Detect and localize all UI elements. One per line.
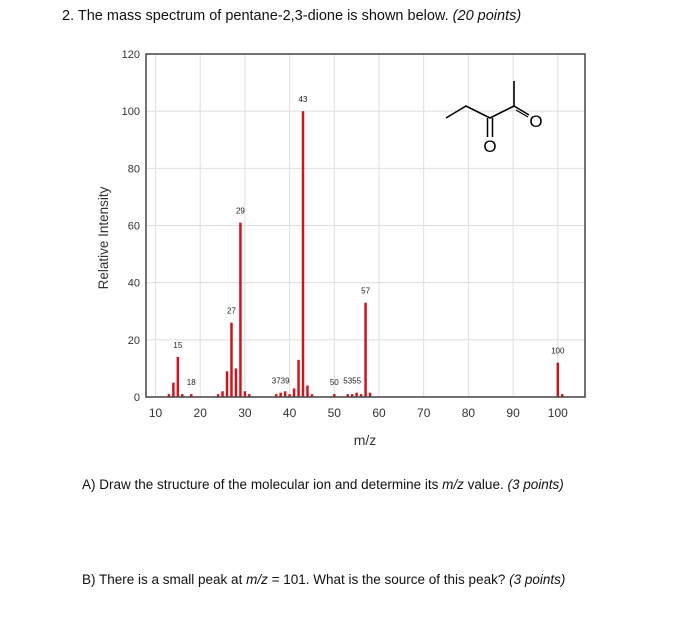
peak-bar (364, 303, 367, 397)
part-b-prefix: B) There is a small peak at (82, 572, 247, 587)
part-b-question (82, 572, 565, 587)
peak-bar (239, 223, 242, 397)
y-tick-label: 40 (127, 277, 140, 290)
peak-bar (230, 323, 233, 397)
peak-label: 15 (173, 340, 183, 350)
y-axis-label: Relative Intensity (96, 186, 111, 290)
peak-bar (557, 363, 560, 397)
x-tick-label: 50 (327, 406, 341, 420)
peak-bar (297, 360, 300, 397)
y-tick-label: 0 (133, 392, 140, 404)
peak-bar (226, 371, 229, 397)
y-tick-label: 120 (121, 49, 140, 61)
x-tick-labels (149, 406, 568, 420)
part-a-points: (3 points) (507, 477, 564, 492)
peak-label: 29 (235, 206, 245, 216)
peak-label: 3739 (271, 376, 290, 386)
peak-bar (177, 357, 180, 397)
peak-label: 27 (227, 306, 236, 316)
question-points: (20 points) (452, 8, 522, 24)
peak-bar (244, 391, 247, 397)
x-tick-label: 70 (417, 406, 431, 420)
peak-label: 5355 (343, 376, 362, 386)
peak-bar (306, 386, 309, 397)
y-tick-label: 80 (127, 163, 140, 176)
y-tick-label: 20 (127, 334, 140, 347)
part-b-term: m/z (246, 572, 268, 587)
peak-bar (284, 391, 287, 397)
peak-label: 43 (298, 95, 308, 105)
x-tick-label: 80 (461, 406, 476, 420)
peak-bar (172, 383, 175, 397)
question-number: 2. (62, 8, 75, 24)
x-tick-label: 90 (506, 406, 520, 420)
peak-label: 50 (329, 378, 339, 388)
x-tick-label: 100 (547, 406, 568, 420)
x-tick-label: 60 (372, 406, 386, 420)
y-tick-label: 60 (127, 220, 140, 233)
question-text: The mass spectrum of pentane-2,3-dione is shown below. (77, 8, 449, 24)
peak-label: 100 (551, 346, 565, 356)
part-b-suffix: = 101. What is the source of this peak? (267, 572, 510, 587)
peak-label: 18 (186, 378, 196, 388)
peak-bar (221, 391, 224, 397)
part-a-question (82, 477, 564, 492)
x-axis-label: m/z (353, 432, 377, 448)
y-tick-labels (122, 49, 140, 404)
x-tick-label: 20 (193, 406, 207, 420)
structure-oxygen-bottom: O (483, 137, 497, 156)
x-tick-label: 30 (238, 406, 252, 420)
peak-bar (302, 111, 305, 397)
part-a-prefix: A) Draw the structure of the molecular ion and determine its (82, 477, 443, 492)
structure-oxygen-right: O (529, 112, 543, 131)
part-a-suffix: value. (463, 477, 508, 492)
x-tick-label: 40 (282, 406, 297, 420)
peak-bar (235, 368, 238, 397)
x-tick-label: 10 (148, 406, 163, 420)
peak-bar (293, 388, 296, 397)
peak-label: 57 (361, 286, 371, 296)
part-a-term: m/z (442, 477, 464, 492)
part-b-points: (3 points) (509, 572, 566, 587)
y-tick-label: 100 (121, 106, 140, 119)
